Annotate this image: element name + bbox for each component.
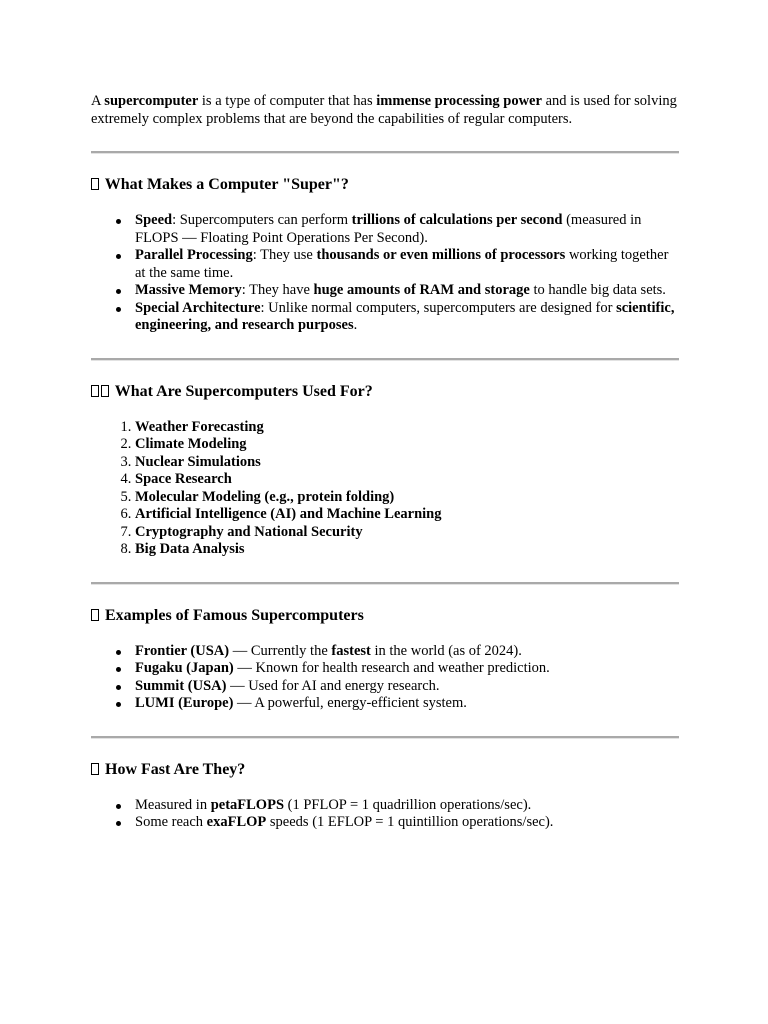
text-run: to handle big data sets. — [529, 282, 666, 298]
bold-text: huge amounts of RAM and storage — [313, 282, 530, 298]
text-run: — Currently the — [229, 642, 332, 659]
bold-text: Special Architecture — [135, 299, 261, 316]
square-icon — [91, 383, 111, 400]
bold-text: scientific, engineering, and research purposes — [135, 299, 675, 333]
bold-text: Nuclear Simulations — [135, 453, 261, 470]
bold-text: Cryptography and National Security — [135, 523, 363, 540]
bold-text: Weather Forecasting — [135, 418, 264, 435]
feature-list — [91, 212, 679, 335]
list-item — [135, 660, 679, 678]
section-heading-text: Examples of Famous Supercomputers — [105, 606, 364, 624]
bold-text: supercomputer — [104, 93, 199, 109]
text-run: A — [91, 93, 105, 109]
section-what-makes-super — [91, 151, 679, 335]
section-examples — [91, 582, 679, 713]
list-item — [135, 797, 679, 815]
text-run: : Supercomputers can perform — [172, 212, 352, 228]
list-item — [135, 643, 679, 661]
list-item — [135, 524, 679, 542]
text-run: — Used for AI and energy research. — [226, 677, 440, 694]
document-body — [91, 93, 679, 832]
square-icon — [91, 176, 101, 193]
section-uses — [91, 358, 679, 559]
list-item — [135, 212, 679, 247]
bold-text: Big Data Analysis — [135, 541, 245, 557]
text-run: : They have — [241, 282, 314, 298]
bold-text: Artificial Intelligence (AI) and Machine Learning — [135, 506, 442, 522]
section-heading-text: What Makes a Computer "Super"? — [104, 176, 349, 193]
square-icon — [91, 609, 99, 621]
list-item — [135, 436, 679, 454]
bold-text: Climate Modeling — [135, 436, 247, 452]
section-speed — [91, 736, 679, 832]
speed-list — [91, 797, 679, 832]
text-run: Measured in — [135, 796, 211, 813]
text-run: speeds (1 EFLOP = 1 quintillion operations/sec). — [266, 814, 554, 830]
section-divider — [91, 736, 679, 738]
section-heading-text: How Fast Are They? — [105, 760, 246, 778]
square-icon — [91, 385, 99, 397]
text-run: — Known for health research and weather prediction. — [233, 660, 550, 676]
bold-text: Fugaku (Japan) — [135, 660, 234, 676]
text-run: (1 PFLOP = 1 quadrillion operations/sec). — [284, 796, 532, 813]
list-item — [135, 471, 679, 489]
square-icon — [91, 763, 99, 775]
section-heading — [91, 760, 679, 780]
list-item — [135, 419, 679, 437]
list-item — [135, 300, 679, 335]
section-divider — [91, 358, 679, 360]
text-run: in the world (as of 2024). — [370, 642, 522, 659]
bold-text: thousands or even millions of processors — [316, 247, 566, 263]
text-run: (measured in FLOPS — Floating Point Operations Per Second). — [135, 212, 642, 246]
text-run: is a type of computer that has — [198, 93, 377, 109]
text-run: : They use — [252, 247, 317, 263]
text-run: . — [353, 317, 358, 333]
bold-text: Frontier (USA) — [135, 642, 230, 659]
square-icon — [91, 761, 101, 778]
section-divider — [91, 151, 679, 153]
text-run: : Unlike normal computers, supercomputers are designed for — [260, 299, 617, 316]
section-divider — [91, 582, 679, 584]
bold-text: trillions of calculations per second — [351, 212, 563, 228]
square-icon — [91, 607, 101, 624]
uses-list — [91, 419, 679, 559]
intro-paragraph — [91, 93, 679, 128]
bold-text: Molecular Modeling (e.g., protein folding) — [135, 488, 395, 505]
bold-text: Summit (USA) — [135, 677, 227, 694]
list-item — [135, 541, 679, 559]
list-item — [135, 695, 679, 713]
square-icon — [101, 385, 109, 397]
square-icon — [91, 178, 99, 190]
text-run: — A powerful, energy-efficient system. — [233, 695, 467, 711]
bold-text: petaFLOPS — [210, 796, 285, 813]
text-run: and is used for solving extremely complex problems that are beyond the capabilities of regular computers. — [91, 93, 677, 127]
text-run: Some reach — [135, 814, 207, 830]
bold-text: immense processing power — [376, 93, 542, 109]
section-heading — [91, 175, 679, 195]
section-heading — [91, 382, 679, 402]
examples-list — [91, 643, 679, 713]
bold-text: Space Research — [135, 471, 232, 487]
list-item — [135, 489, 679, 507]
list-item — [135, 247, 679, 282]
list-item — [135, 506, 679, 524]
bold-text: LUMI (Europe) — [135, 695, 234, 711]
list-item — [135, 814, 679, 832]
list-item — [135, 678, 679, 696]
list-item — [135, 282, 679, 300]
bold-text: Parallel Processing — [135, 247, 253, 263]
list-item — [135, 454, 679, 472]
section-heading-text: What Are Supercomputers Used For? — [114, 382, 373, 400]
bold-text: Speed — [135, 212, 173, 228]
text-run: working together at the same time. — [135, 247, 669, 281]
bold-text: Massive Memory — [135, 282, 242, 298]
bold-text: exaFLOP — [206, 814, 267, 830]
bold-text: fastest — [331, 642, 371, 659]
section-heading — [91, 606, 679, 626]
